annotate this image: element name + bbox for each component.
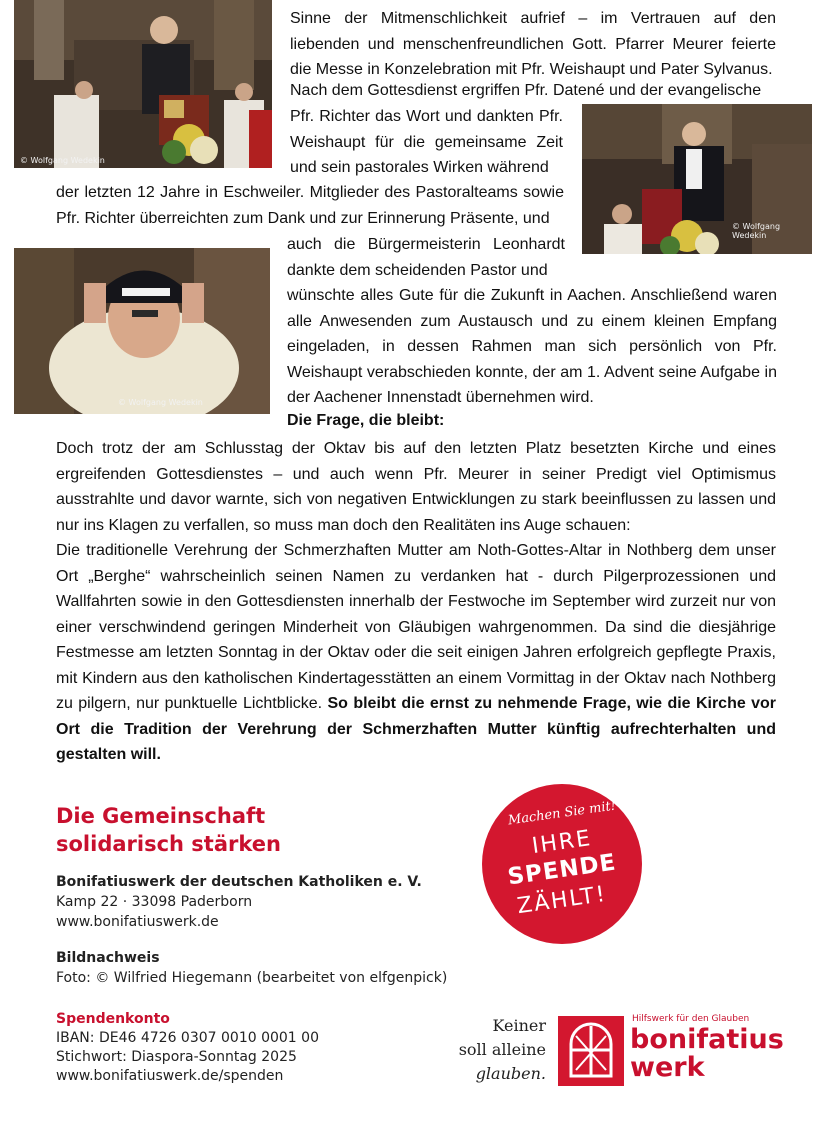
ad-headline bbox=[56, 802, 281, 858]
article-paragraph: Sinne der Mitmenschlichkeit aufrief – im Vertrauen auf den liebenden und menschenfreundlichen Gott. Pfarrer Meurer feierte die Messe in Konzelebration mit Pfr. Weishaupt und Pater Sylvanus. bbox=[290, 10, 776, 78]
article-paragraph: wünschte alles Gute für die Zukunft in Aachen. Anschließend waren alle Anwesenden zum Austausch und zu einem kleinen Empfang eingeladen, in dessen Rahmen man sich persönlich von Pfr. Weishaupt verabschieden konnte, der am 1. Advent seine Aufgabe in der Aachener Innenstadt übernehmen wird. bbox=[287, 287, 777, 406]
photo-priest-wearing-hat bbox=[14, 248, 270, 414]
account-iban: IBAN: DE46 4726 0307 0010 0001 00 bbox=[56, 1030, 319, 1046]
account-keyword: Stichwort: Diaspora-Sonntag 2025 bbox=[56, 1049, 297, 1065]
slogan-line: glauben. bbox=[475, 1064, 546, 1083]
bonifatiuswerk-logo[interactable] bbox=[558, 1014, 784, 1090]
photo-pastor-in-gown bbox=[582, 104, 812, 254]
article-paragraph bbox=[56, 538, 776, 768]
logo-word: werk bbox=[630, 1052, 705, 1083]
article-paragraph: Pfr. Richter das Wort und dankten Pfr. Weishaupt für die gemeinsame Zeit und sein pastorales Wirken während bbox=[290, 108, 563, 176]
photo-priest-at-lectern bbox=[14, 0, 272, 168]
credits-text: Foto: © Wilfried Hiegemann (bearbeitet von elfgenpick) bbox=[56, 970, 448, 986]
image-credits bbox=[56, 948, 447, 988]
photo-priest-at-lectern-image bbox=[14, 0, 272, 168]
donation-account bbox=[56, 1010, 319, 1086]
church-window-icon bbox=[558, 1016, 624, 1086]
article-paragraph: der letzten 12 Jahre in Eschweiler. Mitglieder des Pastoralteams sowie Pfr. Richter überreichten zum Dank und zur Erinnerung Präsente, und bbox=[56, 184, 564, 227]
photo-credit: © Wolfgang Wedekin bbox=[732, 222, 781, 240]
ad-headline-line: solidarisch stärken bbox=[56, 832, 281, 856]
badge-line: ZÄHLT! bbox=[515, 881, 609, 920]
photo-credit: © Wolfgang Wedekin bbox=[118, 398, 203, 407]
article-bold-text: So bleibt die ernst zu nehmende Frage, wie die Kirche vor Ort die Tradition der Verehrung der Schmerzhaften Mutter künftig aufrechterhalten und gestalten will. bbox=[56, 695, 777, 763]
org-website-link[interactable]: www.bonifatiuswerk.de bbox=[56, 914, 219, 930]
badge-line: IHRE bbox=[530, 825, 594, 860]
article-paragraph: Nach dem Gottesdienst ergriffen Pfr. Datené und der evangelische bbox=[290, 82, 762, 99]
donate-link[interactable]: www.bonifatiuswerk.de/spenden bbox=[56, 1068, 284, 1084]
photo-priest-wearing-hat-image bbox=[14, 248, 270, 414]
section-heading: Die Frage, die bleibt: bbox=[287, 412, 445, 429]
logo-word: bonifatius bbox=[630, 1024, 784, 1055]
slogan-line: Keiner bbox=[492, 1016, 546, 1035]
logo-tagline: Hilfswerk für den Glauben bbox=[632, 1014, 750, 1024]
article-paragraph: auch die Bürgermeisterin Leonhardt dankte dem scheidenden Pastor und bbox=[287, 236, 565, 279]
ad-headline-line: Die Gemeinschaft bbox=[56, 804, 266, 828]
slogan-line: soll alleine bbox=[458, 1040, 546, 1059]
org-street: Kamp 22 · 33098 Paderborn bbox=[56, 894, 253, 910]
article-paragraph: Doch trotz der am Schlusstag der Oktav bis auf den letzten Platz besetzten Kirche und eines ergreifenden Gottesdienstes – und auch wenn Pfr. Meurer in seiner Predigt viel Optimismus ausstrahlte und davor warnte, sich von negativen Entwicklungen zu stark beeinflussen zu lassen und nur ins Klagen zu verfallen, so muss man doch den Realitäten ins Auge schauen: bbox=[56, 440, 776, 534]
logo-wordmark bbox=[630, 1026, 784, 1082]
org-name: Bonifatiuswerk der deutschen Katholiken e. V. bbox=[56, 874, 422, 890]
article-text: Die traditionelle Verehrung der Schmerzhaften Mutter am Noth-Gottes-Altar in Nothberg dem unser Ort „Berghe“ wahrscheinlich seinen Namen zu verdanken hat - durch Pilgerprozessionen und Wallfahrten sowie in den Gottesdiensten innerhalb der Festwoche im September wird zurzeit nur von einer verschwindend geringen Minderheit von Gläubigen wahrgenommen. Da sind die diesjährige Festmesse am letzten Sonntag in der Oktav oder die seit einigen Jahren erfolgreich gepflegte Praxis, mit Kindern aus den katholischen Kindertagesstätten an einem Vormittag in der Oktav nach Nothberg zu pilgern, nur punktuelle Lichtblicke. bbox=[56, 542, 776, 712]
donation-badge[interactable] bbox=[482, 784, 642, 944]
photo-credit: © Wolfgang Wedekin bbox=[20, 156, 105, 165]
slogan bbox=[440, 1014, 546, 1086]
badge-line: Machen Sie mit! bbox=[507, 798, 617, 829]
credits-title: Bildnachweis bbox=[56, 950, 160, 966]
account-title: Spendenkonto bbox=[56, 1011, 170, 1027]
org-address bbox=[56, 872, 422, 932]
badge-line: SPENDE bbox=[506, 849, 618, 891]
